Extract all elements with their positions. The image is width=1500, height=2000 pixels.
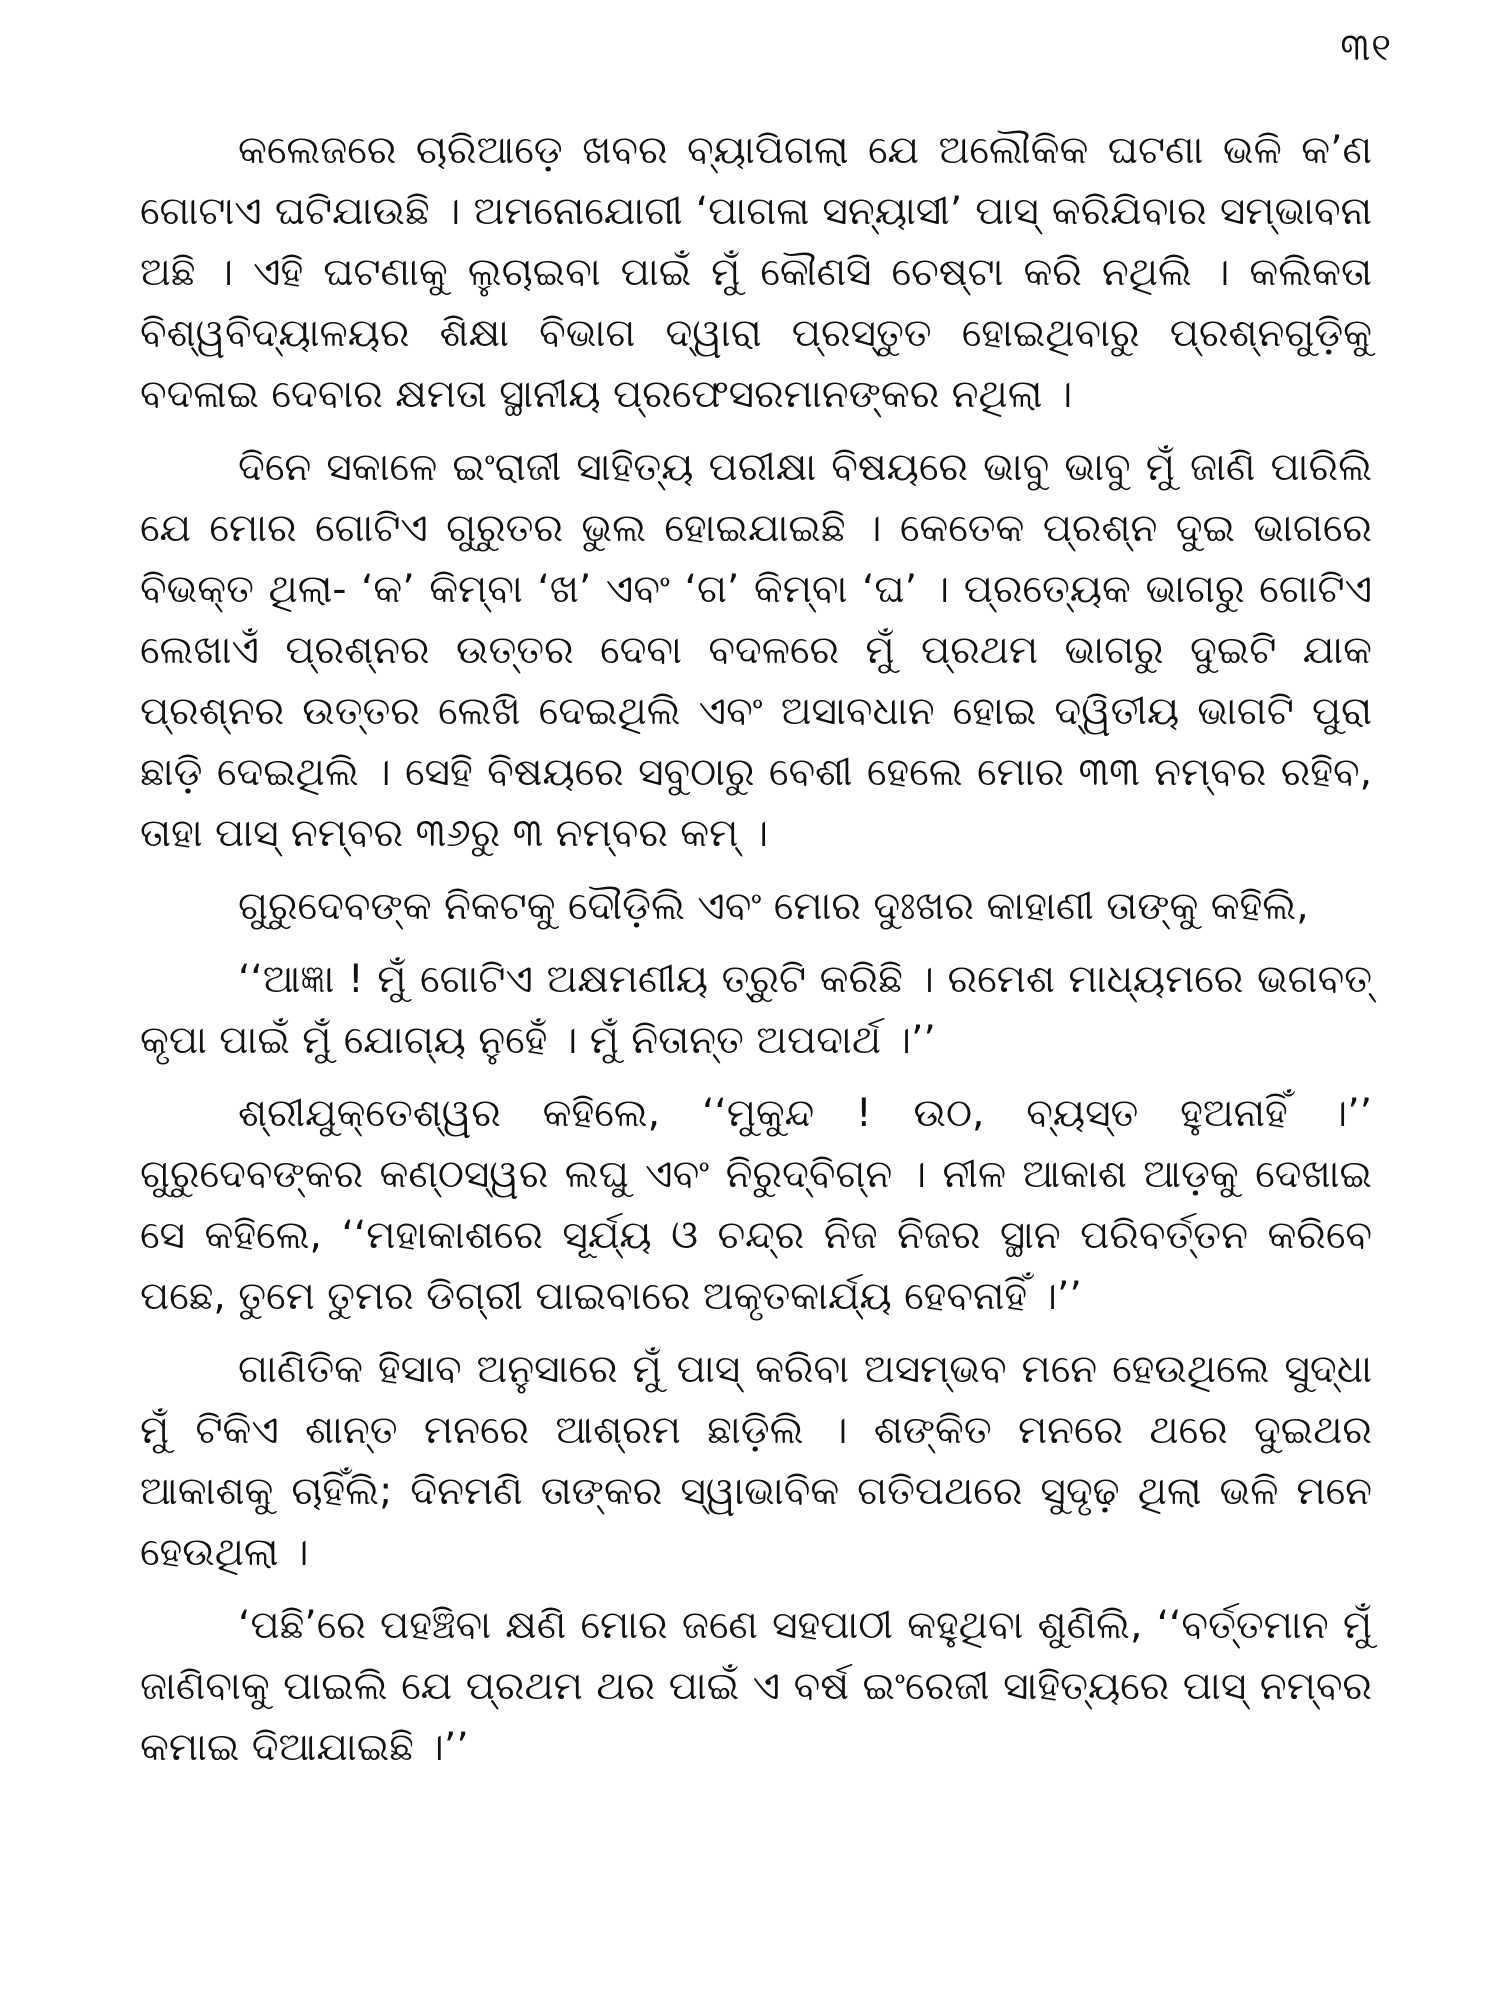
- paragraph-1: କଲେଜରେ ଚାରିଆଡ଼େ ଖବର ବ୍ୟାପିଗଲା ଯେ ଅଲୌକିକ ଘଟଣା ଭଳି କ’ଣ ଗୋଟାଏ ଘଟିଯାଉଛି । ଅମନୋଯୋଗୀ ‘ପାଗଳା ସନ୍ୟାସୀ’ ପାସ୍ କରିଯିବାର ସମ୍ଭାବନା ଅଛି । ଏହି ଘଟଣାକୁ ଲୁଚାଇବା ପାଇଁ ମୁଁ କୌଣସି ଚେଷ୍ଟା କରି ନଥିଲି । କଲିକତା ବିଶ୍ୱବିଦ୍ୟାଳୟର ଶିକ୍ଷା ବିଭାଗ ଦ୍ୱାରା ପ୍ରସ୍ତୁତ ହୋଇଥିବାରୁ ପ୍ରଶ୍ନଗୁଡ଼ିକୁ ବଦଳାଇ ଦେବାର କ୍ଷମତା ସ୍ଥାନୀୟ ପ୍ରଫେସରମାନଙ୍କର ନଥିଲା ।: [140, 128, 1372, 417]
- paragraph-2: ଦିନେ ସକାଳେ ଇଂରାଜୀ ସାହିତ୍ୟ ପରୀକ୍ଷା ବିଷୟରେ ଭାବୁ ଭାବୁ ମୁଁ ଜାଣି ପାରିଲି ଯେ ମୋର ଗୋଟିଏ ଗୁରୁତର ଭୁଲ ହୋଇଯାଇଛି । କେତେକ ପ୍ରଶ୍ନ ଦୁଇ ଭାଗରେ ବିଭକ୍ତ ଥିଲା- ‘କ’ କିମ୍ବା ‘ଖ’ ଏବଂ ‘ଗ’ କିମ୍ବା ‘ଘ’ । ପ୍ରତ୍ୟେକ ଭାଗରୁ ଗୋଟିଏ ଲେଖାଏଁ ପ୍ରଶ୍ନର ଉତ୍ତର ଦେବା ବଦଳରେ ମୁଁ ପ୍ରଥମ ଭାଗରୁ ଦୁଇଟି ଯାକ ପ୍ରଶ୍ନର ଉତ୍ତର ଲେଖି ଦେଇଥିଲି ଏବଂ ଅସାବଧାନ ହୋଇ ଦ୍ୱିତୀୟ ଭାଗଟି ପୁରା ଛାଡ଼ି ଦେଇଥିଲି । ସେହି ବିଷୟରେ ସବୁଠାରୁ ବେଶୀ ହେଲେ ମୋର ୩୩ ନମ୍ବର ରହିବ, ତାହା ପାସ୍ ନମ୍ବର ୩୬ରୁ ୩ ନମ୍ବର କମ୍ ।: [140, 445, 1372, 856]
- paragraph-5: ଶ୍ରୀଯୁକ୍ତେଶ୍ୱର କହିଲେ, ‘‘ମୁକୁନ୍ଦ ! ଉଠ, ବ୍ୟସ୍ତ ହୁଅନାହିଁ ।’’ ଗୁରୁଦେବଙ୍କର କଣ୍ଠସ୍ୱର ଲଘୁ ଏବଂ ନିରୁଦ୍‌ବିଗ୍ନ । ନୀଳ ଆକାଶ ଆଡ଼କୁ ଦେଖାଇ ସେ କହିଲେ, ‘‘ମହାକାଶରେ ସୂର୍ଯ୍ୟ ଓ ଚନ୍ଦ୍ର ନିଜ ନିଜର ସ୍ଥାନ ପରିବର୍ତ୍ତନ କରିବେ ପଛେ, ତୁମେ ତୁମର ଡିଗ୍ରୀ ପାଇବାରେ ଅକୃତକାର୍ଯ୍ୟ ହେବନାହିଁ ।’’: [140, 1091, 1372, 1319]
- paragraph-3: ଗୁରୁଦେବଙ୍କ ନିକଟକୁ ଦୌଡ଼ିଲି ଏବଂ ମୋର ଦୁଃଖର କାହାଣୀ ତାଙ୍କୁ କହିଲି,: [238, 884, 1309, 929]
- paragraph-4: ‘‘ଆଜ୍ଞା ! ମୁଁ ଗୋଟିଏ ଅକ୍ଷମଣୀୟ ତ୍ରୁଟି କରିଛି । ରମେଶ ମାଧ୍ୟମରେ ଭଗବତ୍ କୃପା ପାଇଁ ମୁଁ ଯୋଗ୍ୟ ନୁହେଁ । ମୁଁ ନିତାନ୍ତ ଅପଦାର୍ଥ ।’’: [140, 957, 1372, 1063]
- paragraph-7: ‘ପଛି’ରେ ପହଞ୍ଚିବା କ୍ଷଣି ମୋର ଜଣେ ସହପାଠୀ କହୁଥିବା ଶୁଣିଲି, ‘‘ବର୍ତ୍ତମାନ ମୁଁ ଜାଣିବାକୁ ପାଇଲି ଯେ ପ୍ରଥମ ଥର ପାଇଁ ଏ ବର୍ଷ ଇଂରେଜୀ ସାହିତ୍ୟରେ ପାସ୍ ନମ୍ବର କମାଇ ଦିଆଯାଇଛି ।’’: [140, 1603, 1372, 1770]
- page-body: [140, 120, 1372, 1790]
- paragraph-6: ଗାଣିତିକ ହିସାବ ଅନୁସାରେ ମୁଁ ପାସ୍ କରିବା ଅସମ୍ଭବ ମନେ ହେଉଥିଲେ ସୁଦ୍ଧା ମୁଁ ଟିକିଏ ଶାନ୍ତ ମନରେ ଆଶ୍ରମ ଛାଡ଼ିଲି । ଶଙ୍କିତ ମନରେ ଥରେ ଦୁଇଥର ଆକାଶକୁ ଚାହିଁଲି; ଦିନମଣି ତାଙ୍କର ସ୍ୱାଭାବିକ ଗତିପଥରେ ସୁଦୃଢ଼ ଥିଲା ଭଳି ମନେ ହେଉଥିଲା ।: [140, 1347, 1372, 1575]
- page-number: ୩୧: [1340, 25, 1392, 69]
